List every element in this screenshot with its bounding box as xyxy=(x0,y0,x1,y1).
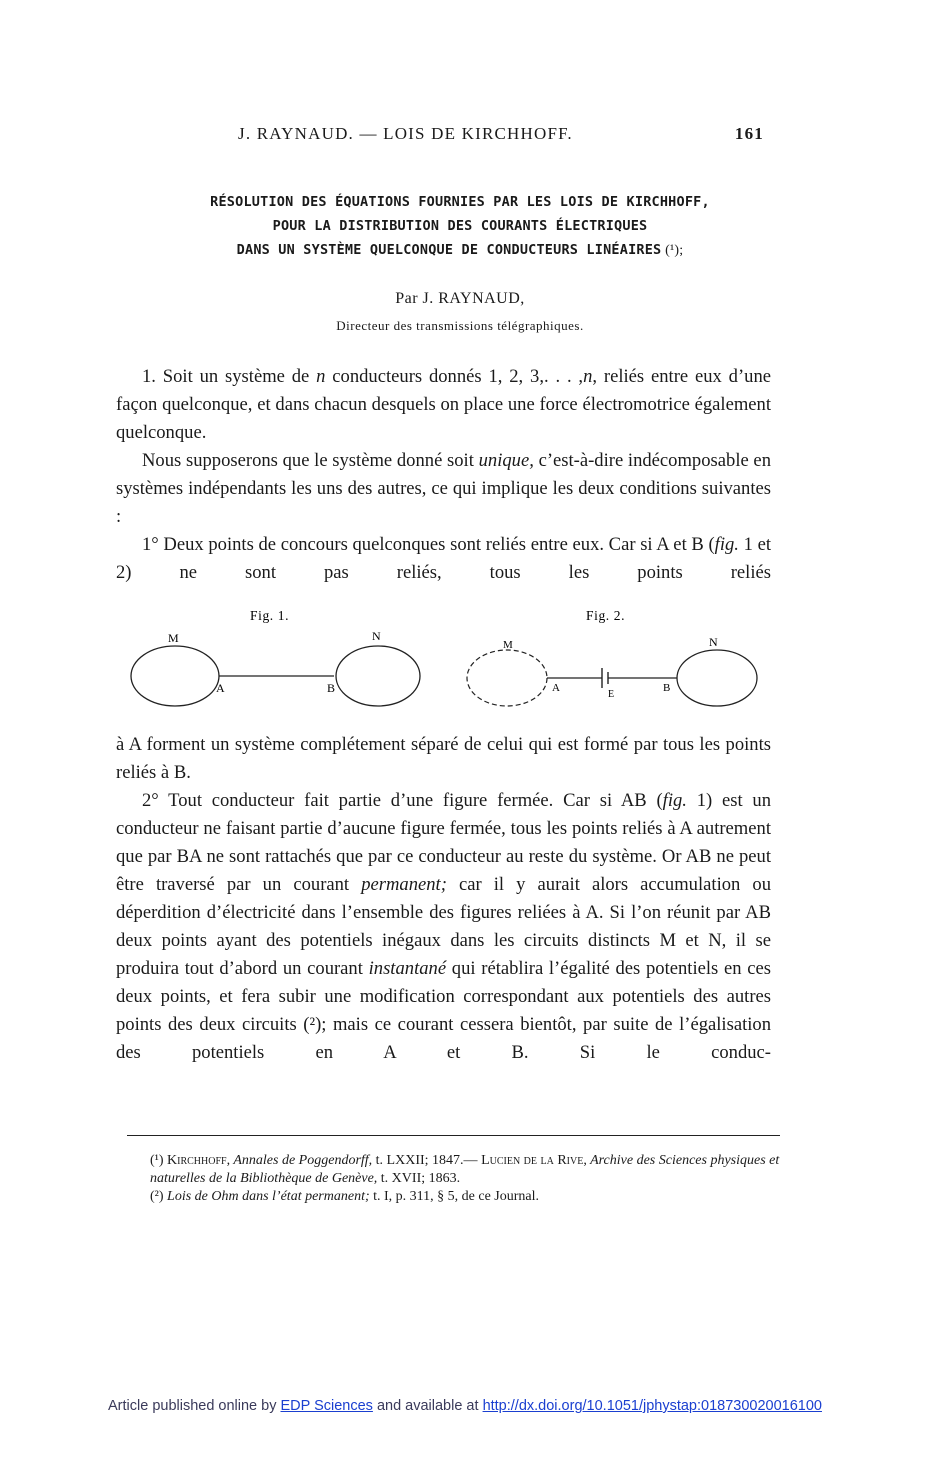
title-line-3 xyxy=(110,238,810,263)
publication-banner xyxy=(0,1398,930,1414)
body-block-1 xyxy=(116,363,771,587)
body-block-2 xyxy=(116,731,771,1067)
p5-em3: instantané xyxy=(368,958,447,979)
fn1-journal2: Archive des Sciences physiques et naturelles de la Bibliothèque de Genève, xyxy=(150,1153,780,1186)
paragraph-4: à A forment un système complétement séparé de celui qui est formé par tous les points reliés à B. xyxy=(116,734,771,783)
fn1-journal: Annales de Poggendorff, xyxy=(230,1153,373,1168)
title-line-2: POUR LA DISTRIBUTION DES COURANTS ÉLECTRIQUES xyxy=(272,218,648,234)
footnote-1 xyxy=(150,1152,780,1188)
p1-n: n xyxy=(316,366,326,387)
fn1-author2: Lucien de la Rive, xyxy=(481,1153,587,1168)
doi-link[interactable]: http://dx.doi.org/10.1051/jphystap:018730020016100 xyxy=(482,1398,822,1414)
fn1-mid: t. LXXII; 1847.— xyxy=(372,1153,482,1168)
banner-prefix: Article published online by xyxy=(108,1398,281,1414)
fig1-circuit-n xyxy=(336,646,420,706)
fn1-end: t. XVII; 1863. xyxy=(377,1171,461,1186)
banner-middle: and available at xyxy=(372,1398,483,1414)
p2-lead: Nous supposerons que le système donné soit xyxy=(142,450,479,471)
figures xyxy=(120,600,780,720)
fn2-end: t. I, p. 311, § 5, de ce Journal. xyxy=(369,1189,540,1204)
p3-lead: 1° Deux points de concours quelconques sont reliés entre eux. Car si A et B ( xyxy=(142,534,715,555)
fn1-author: Kirchhoff, xyxy=(167,1153,231,1168)
paragraph-5 xyxy=(116,787,771,1067)
p1-mid: conducteurs donnés 1, 2, 3,. . . , xyxy=(325,366,584,387)
publisher-link[interactable]: EDP Sciences xyxy=(280,1398,373,1414)
fig1-label-n: N xyxy=(372,629,381,643)
fig1-label-m: M xyxy=(168,631,179,645)
p5-em2: permanent; xyxy=(361,874,447,895)
fig2-label-n: N xyxy=(709,635,718,649)
running-title: J. RAYNAUD. — LOIS DE KIRCHHOFF. xyxy=(238,124,573,143)
fig2-caption: Fig. 2. xyxy=(586,608,626,623)
fn2-mark: (²) xyxy=(150,1189,168,1204)
fig2-label-a: A xyxy=(552,682,560,694)
p2-em: unique, xyxy=(478,450,534,471)
p2-rest: c’est-à-dire indécomposable en systèmes indépendants les uns des autres, ce qui implique les deux conditions suivantes : xyxy=(116,450,771,527)
p3-em: fig. xyxy=(714,534,739,555)
p1-n2: n xyxy=(583,366,593,387)
fig1-label-b: B xyxy=(327,681,336,695)
fig1-caption: Fig. 1. xyxy=(250,608,290,623)
author-byline: Par J. RAYNAUD, xyxy=(395,290,525,307)
title-line-3-text: DANS UN SYSTÈME QUELCONQUE DE CONDUCTEURS LINÉAIRES xyxy=(236,242,662,258)
article-title xyxy=(110,190,810,263)
page-number: 161 xyxy=(734,124,764,143)
p3-rest: 1 et 2) ne sont pas reliés, tous les points reliés xyxy=(116,534,772,583)
p5-em1: fig. xyxy=(662,790,687,811)
running-header xyxy=(120,124,770,150)
title-line-1: RÉSOLUTION DES ÉQUATIONS FOURNIES PAR LES LOIS DE KIRCHHOFF, xyxy=(210,194,710,210)
paragraph-2 xyxy=(116,447,771,531)
p5-b: car il y aurait alors accumulation ou déperdition d’électricité dans l’ensemble des figures reliées à A. Si l’on réunit par AB deux points ayant des potentiels inégaux dans les circuits distincts M et N, il se produira tout d’abord un courant xyxy=(116,874,771,979)
p1-rest: , reliés entre eux d’une façon quelconque, et dans chacun desquels on place une force électromotrice également quelconque. xyxy=(116,366,771,443)
p1-lead: 1. Soit un système de xyxy=(142,366,317,387)
fig2-circuit-m xyxy=(467,650,547,706)
footnote-2 xyxy=(150,1188,780,1206)
fig2-label-e: E xyxy=(608,689,615,700)
p5-a: 1) est un conducteur ne faisant partie d’aucune figure fermée, tous les points reliés à A autrement que par BA ne sont rattachés que par ce conducteur au reste du système. Or AB ne peut être traversé par un courant xyxy=(116,790,771,895)
fig2-label-b: B xyxy=(663,682,671,694)
fn1-mark: (¹) xyxy=(150,1153,168,1168)
fig1-label-a: A xyxy=(216,681,225,695)
fig2-label-m: M xyxy=(503,639,513,651)
fig2-circuit-n xyxy=(677,650,757,706)
paragraph-3 xyxy=(116,531,771,587)
p5-lead: 2° Tout conducteur fait partie d’une figure fermée. Car si AB ( xyxy=(142,790,663,811)
footnotes xyxy=(150,1152,780,1206)
footnote-rule xyxy=(127,1135,780,1136)
fn2-title: Lois de Ohm dans l’état permanent; xyxy=(167,1189,370,1204)
paragraph-1 xyxy=(116,363,771,447)
author-affiliation: Directeur des transmissions télégraphiques. xyxy=(336,318,584,333)
p5-c: qui rétablira l’égalité des potentiels en ces deux points, et fera subir une modification correspondant aux potentiels des autres points des deux circuits (²); mais ce courant cessera bientôt, par suite de l’égalisation des potentiels en A et B. Si le conduc- xyxy=(116,958,771,1063)
fig1-circuit-m xyxy=(131,646,219,706)
footnote-ref-1: (¹); xyxy=(661,243,684,258)
